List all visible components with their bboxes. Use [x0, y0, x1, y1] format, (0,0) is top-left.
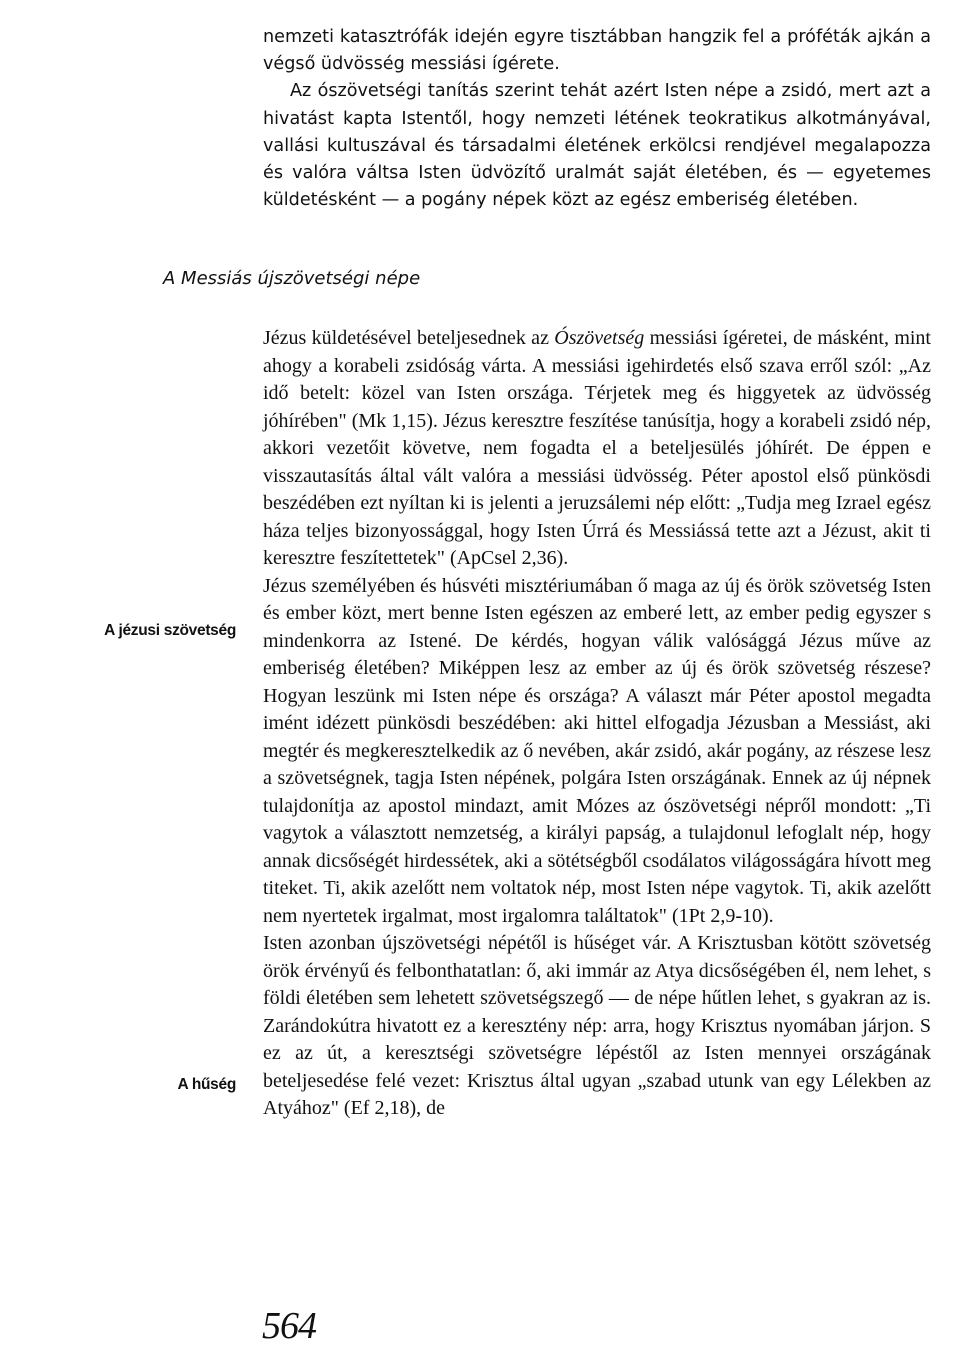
main-text — [263, 325, 931, 1123]
p1-text-b: messiási ígéretei, de másként, mint ahogy a korabeli zsidóság várta. A messiási igehirdetés első szava erről szól: „Az idő betelt: közel van Isten országa. Térjetek meg és higgyetek az üdvösség jóhírében" (Mk 1,15). Jézus keresztre feszítése tanúsítja, hogy a korabeli zsidó nép, akkori vezetőit követve, nem fogadta el a beteljesülés jóhírét. De éppen e visszautasítás által vált valóra a messiási üdvösség. Péter apostol első pünkösdi beszédében ezt nyíltan ki is jelenti a jeruzsálemi nép előtt: „Tudja meg Izrael egész háza teljes bizonyossággal, hogy Isten Úrrá és Messiássá tette azt a Jézust, akit ti keresztre feszítettetek" (ApCsel 2,36). — [263, 327, 931, 569]
main-paragraph-3: Isten azonban újszövetségi népétől is hűséget vár. A Krisztusban kötött szövetség örök érvényű és felbonthatatlan: ő, aki immár az Atya dicsőségében él, nem lehet, s földi életében sem lehetett szövetségszegő — de népe hűtlen lehet, s gyakran az is. Zarándokútra hivatott ez a keresztény nép: arra, hogy Krisztus nyomában járjon. S ez az út, a keresztségi szövetségre lépéstől az Isten mennyei országának beteljesedése felé vezet: Krisztus által ugyan „szabad utunk van egy Lélekben az Atyához" (Ef 2,18), de — [263, 932, 931, 1119]
intro-paragraph-2: Az ószövetségi tanítás szerint tehát azért Isten népe a zsidó, mert azt a hivatást kapta Istentől, hogy nemzeti létének teokratikus alkotmányával, vallási kultuszával és társadalmi életének erkölcsi rendjével megalapozza és valóra váltsa Isten üdvözítő uralmát saját életében, és — egyetemes küldetésként — a pogány népek közt az egész emberiség életében. — [263, 81, 931, 211]
p1-italic-term: Ószövetség — [554, 327, 645, 349]
intro-paragraph-1: nemzeti katasztrófák idején egyre tisztábban hangzik fel a próféták ajkán a végső üdvösség messiási ígérete. — [263, 27, 931, 75]
main-paragraph-1 — [263, 325, 931, 573]
margin-label-jezusi-szovetseg: A jézusi szövetség — [104, 622, 236, 639]
page-number: 564 — [262, 1305, 316, 1347]
main-paragraph-2: Jézus személyében és húsvéti misztériumában ő maga az új és örök szövetség Isten és ember közt, mert benne Isten egészen az emberé lett, az ember pedig egyszer s mindenkorra az Istené. De kérdés, hogyan válik valósággá Jézus műve az emberiség életében? Miképpen lesz az ember az új és örök szövetség részese? Hogyan leszünk mi Isten népe és országa? A választ már Péter apostol megadta imént idézett pünkösdi beszédében: aki hittel elfogadja Jézusban a Messiást, aki megtér és megkeresztelkedik az ő nevében, akár zsidó, akár pogány, az részese lesz a szövetségnek, tagja Isten népének, polgára Isten országának. Ennek az új népnek tulajdonítja az apostol mindazt, amit Mózes az ószövetségi népről mondott: „Ti vagytok a választott nemzetség, a királyi papság, a tulajdonul lefoglalt nép, hogy annak dicsőségét hirdessétek, aki a sötétségből csodálatos világosságára hívott meg titeket. Ti, akik azelőtt nem voltatok nép, most Isten népe vagytok. Ti, akik azelőtt nem nyertetek irgalmat, most irgalomra találtatok" (1Pt 2,9-10). — [263, 574, 931, 927]
intro-text — [263, 24, 931, 214]
section-heading: A Messiás újszövetségi népe — [163, 268, 421, 289]
margin-label-huseg: A hűség — [177, 1076, 236, 1093]
p1-text-a: Jézus küldetésével beteljesednek az — [263, 327, 555, 349]
